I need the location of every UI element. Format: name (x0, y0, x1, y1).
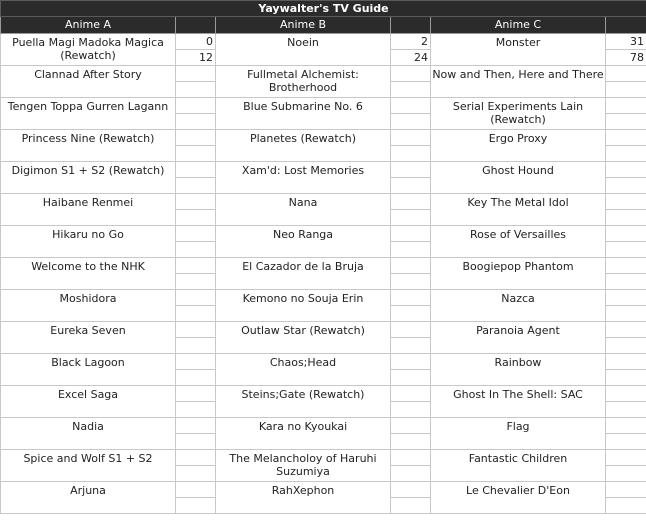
anime-a-episode-watched-cell[interactable] (176, 322, 216, 338)
table-row (1, 226, 646, 242)
anime-a-cell[interactable]: Princess Nine (Rewatch) (1, 130, 176, 162)
anime-a-episode-watched-cell[interactable] (176, 418, 216, 434)
anime-a-cell[interactable]: Hikaru no Go (1, 226, 176, 258)
anime-c-episode-watched-cell[interactable] (606, 130, 646, 146)
anime-a-episode-total-cell[interactable] (176, 466, 216, 482)
anime-c-episode-total-cell[interactable]: 78 (606, 50, 646, 66)
anime-b-cell[interactable]: Nana (216, 194, 391, 226)
anime-b-episode-total-cell[interactable] (391, 146, 431, 162)
header-anime-b[interactable]: Anime B (216, 17, 391, 34)
anime-a-episode-total-cell[interactable] (176, 82, 216, 98)
anime-c-episode-total-cell[interactable] (606, 274, 646, 290)
anime-b-episode-total-cell[interactable] (391, 178, 431, 194)
anime-a-episode-watched-cell[interactable]: 0 (176, 34, 216, 50)
anime-c-episode-total-cell[interactable] (606, 498, 646, 514)
anime-b-episode-total-cell[interactable] (391, 210, 431, 226)
anime-b-cell[interactable]: Kara no Kyoukai (216, 418, 391, 450)
anime-b-episode-watched-cell[interactable] (391, 482, 431, 498)
anime-b-episode-watched-cell[interactable] (391, 450, 431, 466)
anime-b-episode-total-cell[interactable] (391, 274, 431, 290)
anime-c-episode-watched-cell[interactable] (606, 226, 646, 242)
anime-c-episode-total-cell[interactable] (606, 338, 646, 354)
anime-a-cell[interactable]: Digimon S1 + S2 (Rewatch) (1, 162, 176, 194)
anime-a-episode-total-cell[interactable] (176, 402, 216, 418)
table-row (1, 418, 646, 434)
anime-a-episode-watched-cell[interactable] (176, 162, 216, 178)
anime-a-episode-watched-cell[interactable] (176, 66, 216, 82)
anime-b-episode-total-cell[interactable] (391, 434, 431, 450)
anime-c-episode-watched-cell[interactable] (606, 354, 646, 370)
anime-c-cell[interactable]: Monster (431, 34, 606, 66)
anime-a-cell[interactable]: Spice and Wolf S1 + S2 (1, 450, 176, 482)
anime-b-episode-total-cell[interactable]: 24 (391, 50, 431, 66)
anime-a-episode-watched-cell[interactable] (176, 354, 216, 370)
anime-c-episode-watched-cell[interactable] (606, 98, 646, 114)
anime-c-episode-watched-cell[interactable] (606, 450, 646, 466)
table-row (1, 130, 646, 146)
anime-c-episode-watched-cell[interactable] (606, 482, 646, 498)
table-row (1, 66, 646, 82)
anime-a-cell[interactable]: Tengen Toppa Gurren Lagann (1, 98, 176, 130)
anime-c-episode-watched-cell[interactable] (606, 162, 646, 178)
anime-c-episode-total-cell[interactable] (606, 210, 646, 226)
anime-c-episode-total-cell[interactable] (606, 114, 646, 130)
table-row (1, 354, 646, 370)
header-anime-b-count[interactable] (391, 17, 431, 34)
table-row (1, 290, 646, 306)
anime-c-episode-total-cell[interactable] (606, 146, 646, 162)
anime-a-episode-total-cell[interactable] (176, 178, 216, 194)
anime-a-cell[interactable]: Black Lagoon (1, 354, 176, 386)
anime-c-episode-watched-cell[interactable] (606, 418, 646, 434)
anime-b-episode-watched-cell[interactable] (391, 418, 431, 434)
anime-a-cell[interactable]: Eureka Seven (1, 322, 176, 354)
table-row (1, 258, 646, 274)
anime-c-episode-watched-cell[interactable] (606, 322, 646, 338)
anime-a-cell[interactable]: Haibane Renmei (1, 194, 176, 226)
table-row (1, 98, 646, 114)
anime-b-episode-watched-cell[interactable] (391, 354, 431, 370)
header-anime-c[interactable]: Anime C (431, 17, 606, 34)
anime-b-episode-total-cell[interactable] (391, 402, 431, 418)
anime-b-cell[interactable]: RahXephon (216, 482, 391, 514)
anime-b-cell[interactable]: Blue Submarine No. 6 (216, 98, 391, 130)
anime-a-episode-total-cell[interactable] (176, 370, 216, 386)
anime-c-episode-watched-cell[interactable]: 31 (606, 34, 646, 50)
anime-c-episode-watched-cell[interactable] (606, 258, 646, 274)
table-row (1, 194, 646, 210)
anime-b-cell[interactable]: Fullmetal Alchemist: Brotherhood (216, 66, 391, 98)
anime-c-cell[interactable]: Ergo Proxy (431, 130, 606, 162)
anime-b-episode-total-cell[interactable] (391, 306, 431, 322)
anime-b-episode-watched-cell[interactable] (391, 290, 431, 306)
anime-a-episode-watched-cell[interactable] (176, 194, 216, 210)
anime-a-episode-watched-cell[interactable] (176, 98, 216, 114)
anime-c-cell[interactable]: Boogiepop Phantom (431, 258, 606, 290)
anime-a-episode-total-cell[interactable] (176, 274, 216, 290)
anime-c-cell[interactable]: Now and Then, Here and There (431, 66, 606, 98)
anime-a-episode-watched-cell[interactable] (176, 450, 216, 466)
anime-b-episode-watched-cell[interactable] (391, 98, 431, 114)
anime-c-cell[interactable]: Rainbow (431, 354, 606, 386)
anime-b-cell[interactable]: Outlaw Star (Rewatch) (216, 322, 391, 354)
anime-c-cell[interactable]: Fantastic Children (431, 450, 606, 482)
anime-b-cell[interactable]: Steins;Gate (Rewatch) (216, 386, 391, 418)
anime-a-episode-total-cell[interactable] (176, 210, 216, 226)
anime-a-cell[interactable]: Arjuna (1, 482, 176, 514)
anime-c-episode-total-cell[interactable] (606, 434, 646, 450)
anime-b-cell[interactable]: Noein (216, 34, 391, 66)
anime-a-episode-total-cell[interactable] (176, 306, 216, 322)
anime-b-cell[interactable]: Kemono no Souja Erin (216, 290, 391, 322)
anime-a-episode-total-cell[interactable] (176, 498, 216, 514)
anime-a-cell[interactable]: Puella Magi Madoka Magica (Rewatch) (1, 34, 176, 66)
header-anime-c-count[interactable] (606, 17, 646, 34)
anime-b-cell[interactable]: The Melancholoy of Haruhi Suzumiya (216, 450, 391, 482)
anime-c-cell[interactable]: Ghost Hound (431, 162, 606, 194)
table-row (1, 322, 646, 338)
anime-b-episode-total-cell[interactable] (391, 114, 431, 130)
anime-c-episode-total-cell[interactable] (606, 242, 646, 258)
anime-a-episode-total-cell[interactable] (176, 338, 216, 354)
anime-c-cell[interactable]: Nazca (431, 290, 606, 322)
anime-c-cell[interactable]: Paranoia Agent (431, 322, 606, 354)
anime-b-episode-watched-cell[interactable] (391, 162, 431, 178)
anime-b-cell[interactable]: Chaos;Head (216, 354, 391, 386)
anime-c-episode-total-cell[interactable] (606, 306, 646, 322)
anime-c-episode-watched-cell[interactable] (606, 386, 646, 402)
anime-b-episode-watched-cell[interactable] (391, 130, 431, 146)
anime-b-episode-watched-cell[interactable] (391, 66, 431, 82)
anime-c-episode-total-cell[interactable] (606, 402, 646, 418)
anime-b-episode-total-cell[interactable] (391, 466, 431, 482)
anime-c-cell[interactable]: Rose of Versailles (431, 226, 606, 258)
anime-a-episode-watched-cell[interactable] (176, 290, 216, 306)
anime-a-cell[interactable]: Moshidora (1, 290, 176, 322)
table-title[interactable]: Yaywalter's TV Guide (1, 1, 646, 17)
table-row (1, 450, 646, 466)
anime-c-cell[interactable]: Key The Metal Idol (431, 194, 606, 226)
anime-b-episode-total-cell[interactable] (391, 242, 431, 258)
anime-a-episode-total-cell[interactable] (176, 114, 216, 130)
anime-b-episode-watched-cell[interactable] (391, 386, 431, 402)
table-row (1, 386, 646, 402)
anime-b-episode-watched-cell[interactable]: 2 (391, 34, 431, 50)
anime-a-cell[interactable]: Welcome to the NHK (1, 258, 176, 290)
anime-b-cell[interactable]: Xam'd: Lost Memories (216, 162, 391, 194)
anime-c-episode-total-cell[interactable] (606, 82, 646, 98)
anime-a-episode-watched-cell[interactable] (176, 130, 216, 146)
anime-c-episode-watched-cell[interactable] (606, 194, 646, 210)
anime-a-episode-watched-cell[interactable] (176, 258, 216, 274)
anime-c-cell[interactable]: Serial Experiments Lain (Rewatch) (431, 98, 606, 130)
header-anime-a-count[interactable] (176, 17, 216, 34)
anime-b-cell[interactable]: Planetes (Rewatch) (216, 130, 391, 162)
anime-b-episode-watched-cell[interactable] (391, 258, 431, 274)
anime-b-cell[interactable]: El Cazador de la Bruja (216, 258, 391, 290)
anime-c-cell[interactable]: Ghost In The Shell: SAC (431, 386, 606, 418)
anime-a-episode-watched-cell[interactable] (176, 482, 216, 498)
anime-b-episode-watched-cell[interactable] (391, 322, 431, 338)
anime-b-episode-watched-cell[interactable] (391, 194, 431, 210)
anime-a-episode-total-cell[interactable] (176, 242, 216, 258)
table-row (1, 162, 646, 178)
anime-b-episode-total-cell[interactable] (391, 82, 431, 98)
anime-a-episode-watched-cell[interactable] (176, 386, 216, 402)
anime-c-episode-total-cell[interactable] (606, 178, 646, 194)
table-row (1, 34, 646, 50)
anime-b-cell[interactable]: Neo Ranga (216, 226, 391, 258)
anime-c-episode-total-cell[interactable] (606, 466, 646, 482)
anime-a-episode-total-cell[interactable] (176, 434, 216, 450)
anime-b-episode-total-cell[interactable] (391, 338, 431, 354)
anime-b-episode-total-cell[interactable] (391, 370, 431, 386)
anime-c-cell[interactable]: Flag (431, 418, 606, 450)
anime-a-episode-total-cell[interactable] (176, 146, 216, 162)
anime-a-episode-total-cell[interactable]: 12 (176, 50, 216, 66)
anime-a-episode-watched-cell[interactable] (176, 226, 216, 242)
anime-c-cell[interactable]: Le Chevalier D'Eon (431, 482, 606, 514)
anime-a-cell[interactable]: Nadia (1, 418, 176, 450)
header-anime-a[interactable]: Anime A (1, 17, 176, 34)
anime-b-episode-watched-cell[interactable] (391, 226, 431, 242)
anime-c-episode-watched-cell[interactable] (606, 66, 646, 82)
table-row (1, 482, 646, 498)
anime-c-episode-total-cell[interactable] (606, 370, 646, 386)
anime-b-episode-total-cell[interactable] (391, 498, 431, 514)
anime-a-cell[interactable]: Excel Saga (1, 386, 176, 418)
anime-c-episode-watched-cell[interactable] (606, 290, 646, 306)
anime-a-cell[interactable]: Clannad After Story (1, 66, 176, 98)
